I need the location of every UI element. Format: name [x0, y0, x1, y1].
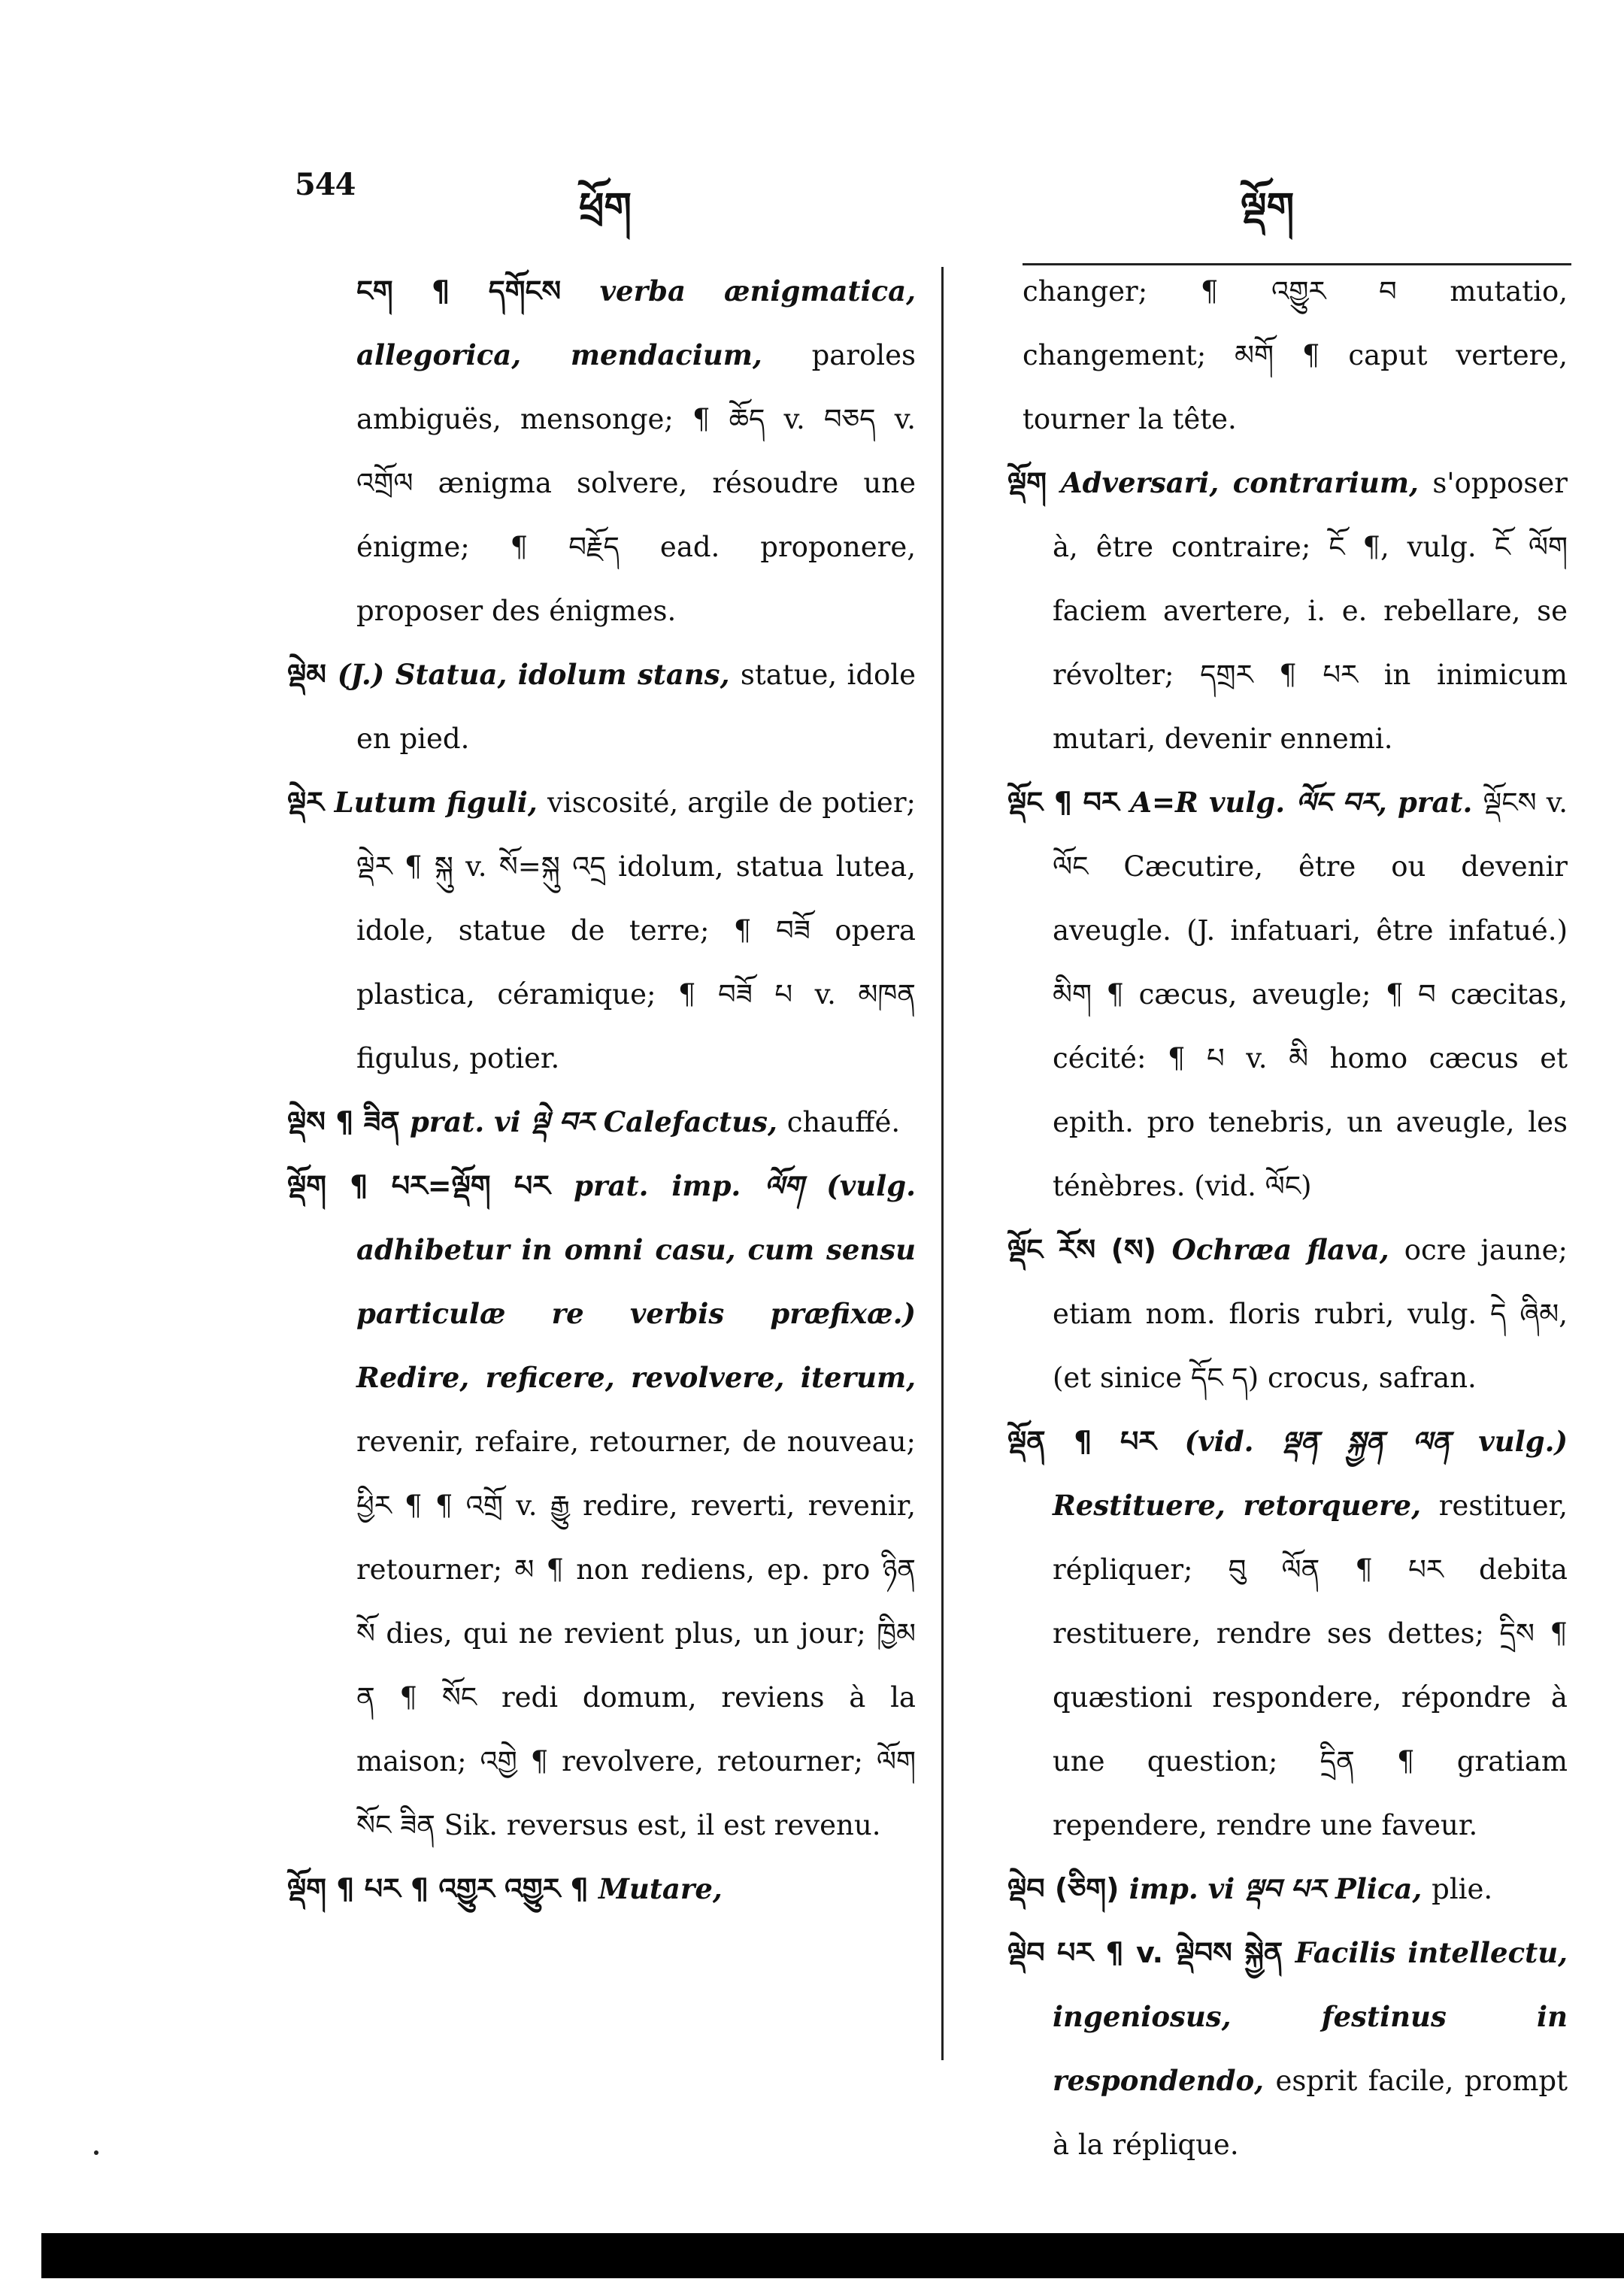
- column-divider: [941, 267, 944, 2060]
- latin-gloss: Facilis intellectu, ingeniosus, festinus in respondendo,: [1053, 1936, 1568, 2097]
- scan-bottom-bar: [41, 2233, 1624, 2278]
- dictionary-entry: [1007, 1410, 1568, 1857]
- dictionary-entry: [1007, 1857, 1568, 1921]
- latin-gloss: verba ænigmatica, allegorica, mendacium,: [356, 274, 917, 371]
- dictionary-entry: [287, 1154, 916, 1857]
- tibetan-headword: ངག ¶ དགོངས: [356, 274, 600, 308]
- latin-gloss: Ochræa flava,: [1171, 1233, 1404, 1266]
- tibetan-headword: ལྡོན ¶ པར: [1007, 1425, 1185, 1458]
- dictionary-entry: [1007, 259, 1568, 451]
- speck-mark: [94, 2150, 98, 2155]
- dictionary-entry: [1007, 771, 1568, 1218]
- latin-gloss: (vid. ལྡན སྐྱན ལན vulg.) Restituere, retorquere,: [1053, 1425, 1568, 1522]
- latin-gloss: prat. imp. ལོག (vulg. adhibetur in omni casu, cum sensu particulæ re verbis præfixæ.) Redire, reficere, revolvere, iterum,: [356, 1169, 916, 1394]
- french-gloss: statue, idole en pied.: [356, 659, 917, 755]
- french-gloss: esprit facile, prompt à la réplique.: [1053, 2065, 1568, 2161]
- french-gloss: restituer, répliquer; བུ ལོན ¶ པར debita restituere, rendre ses dettes; དྲིས ¶ quæstioni respondere, répondre à une question; དྲིན ¶ gratiam rependere, rendre une faveur.: [1053, 1490, 1568, 1841]
- latin-gloss: prat. vi ལྡེ བར Calefactus,: [409, 1105, 787, 1138]
- dictionary-entry: [1007, 451, 1568, 771]
- tibetan-headword: ལྡེས ¶ ཟིན: [287, 1105, 410, 1138]
- dictionary-entry: [1007, 1921, 1568, 2177]
- left-column: [287, 259, 916, 1921]
- tibetan-headword: ལྡོག: [1007, 466, 1061, 499]
- french-gloss: viscosité, argile de potier; ལྡེར ¶ སྐུ v. སོ=སྐུ འདྲ idolum, statua lutea, idole, statue de terre; ¶ བཟོ opera plastica, céramique; ¶ བཟོ པ v. མཁན figulus, potier.: [356, 786, 916, 1074]
- french-gloss: s'opposer à, être contraire; ངོ ¶, vulg. ངོ ལོག faciem avertere, i. e. rebellare, se révolter; དགྲར ¶ པར in inimicum mutari, devenir ennemi.: [1053, 467, 1568, 755]
- latin-gloss: (J.) Statua, idolum stans,: [337, 658, 741, 691]
- latin-gloss: Adversari, contrarium,: [1060, 466, 1433, 499]
- latin-gloss: imp. vi ལྡབ པར Plica,: [1129, 1872, 1432, 1905]
- dictionary-entry: [287, 1857, 916, 1921]
- dictionary-entry: [287, 1090, 916, 1154]
- dictionary-entry: [1007, 1218, 1568, 1410]
- header-word-left: ཕྲོག: [579, 185, 632, 230]
- header-word-right: ལྡོག: [1241, 185, 1295, 230]
- tibetan-headword: ལྡོག ¶ པར=ལྡོག པར: [287, 1169, 574, 1202]
- latin-gloss: A=R vulg. ལོང བར, prat.: [1130, 786, 1483, 819]
- french-gloss: revenir, refaire, retourner, de nouveau; ཕྱིར ¶ ¶ འགྲོ v. རྒྱུ redire, reverti, revenir, retourner; མ ¶ non rediens, ep. pro ཉིན སོ dies, qui ne revient plus, un jour; ཁྱིམ ན ¶ སོང redi domum, reviens à la maison; འགྱེ ¶ revolvere, retourner; ལོག སོང ཟིན Sik. reversus est, il est revenu.: [356, 1426, 916, 1841]
- dictionary-entry: [287, 643, 916, 771]
- tibetan-headword: ལྡེབ པར ¶ v. ལྡེབས སྐྱེན: [1007, 1936, 1295, 1969]
- french-gloss: plie.: [1432, 1873, 1493, 1905]
- tibetan-headword: ལྡེར: [287, 786, 335, 819]
- french-gloss: chauffé.: [786, 1106, 901, 1138]
- french-gloss: changer; ¶ འགྱུར བ mutatio, changement; མགོ ¶ caput vertere, tourner la tête.: [1023, 275, 1568, 435]
- page-number: 544: [295, 167, 356, 202]
- tibetan-headword: ལྡེམ: [287, 658, 338, 691]
- french-gloss: paroles ambiguës, mensonge; ¶ ཆོད v. བཅད v. འགྲོལ ænigma solvere, résoudre une énigme; ¶ བརྗོད ead. proponere, proposer des énigmes.: [356, 339, 916, 627]
- french-gloss: ལྡོངས v. ལོང Cæcutire, être ou devenir aveugle. (J. infatuari, être infatué.) མིག ¶ cæcus, aveugle; ¶ བ cæcitas, cécité: ¶ པ v. མི homo cæcus et epith. pro tenebris, un aveugle, les ténèbres. (vid. ལོང): [1053, 786, 1568, 1202]
- dictionary-entry: [287, 771, 916, 1090]
- tibetan-headword: ལྡོག ¶ པར ¶ འགྱུར འགྱུར ¶: [287, 1872, 598, 1905]
- french-gloss: ocre jaune; etiam nom. floris rubri, vulg. དེ ཞིམ, (et sinice དོང ད) crocus, safran.: [1053, 1234, 1568, 1394]
- latin-gloss: Lutum figuli,: [334, 786, 548, 819]
- right-column: [1007, 259, 1568, 2177]
- latin-gloss: Mutare,: [598, 1872, 723, 1905]
- tibetan-headword: ལྡོང ¶ བར: [1007, 786, 1131, 819]
- tibetan-headword: ལྡེབ (ཅིག): [1007, 1872, 1129, 1905]
- tibetan-headword: ལྡོང རོས (ས): [1007, 1233, 1172, 1266]
- dictionary-entry: [287, 259, 916, 643]
